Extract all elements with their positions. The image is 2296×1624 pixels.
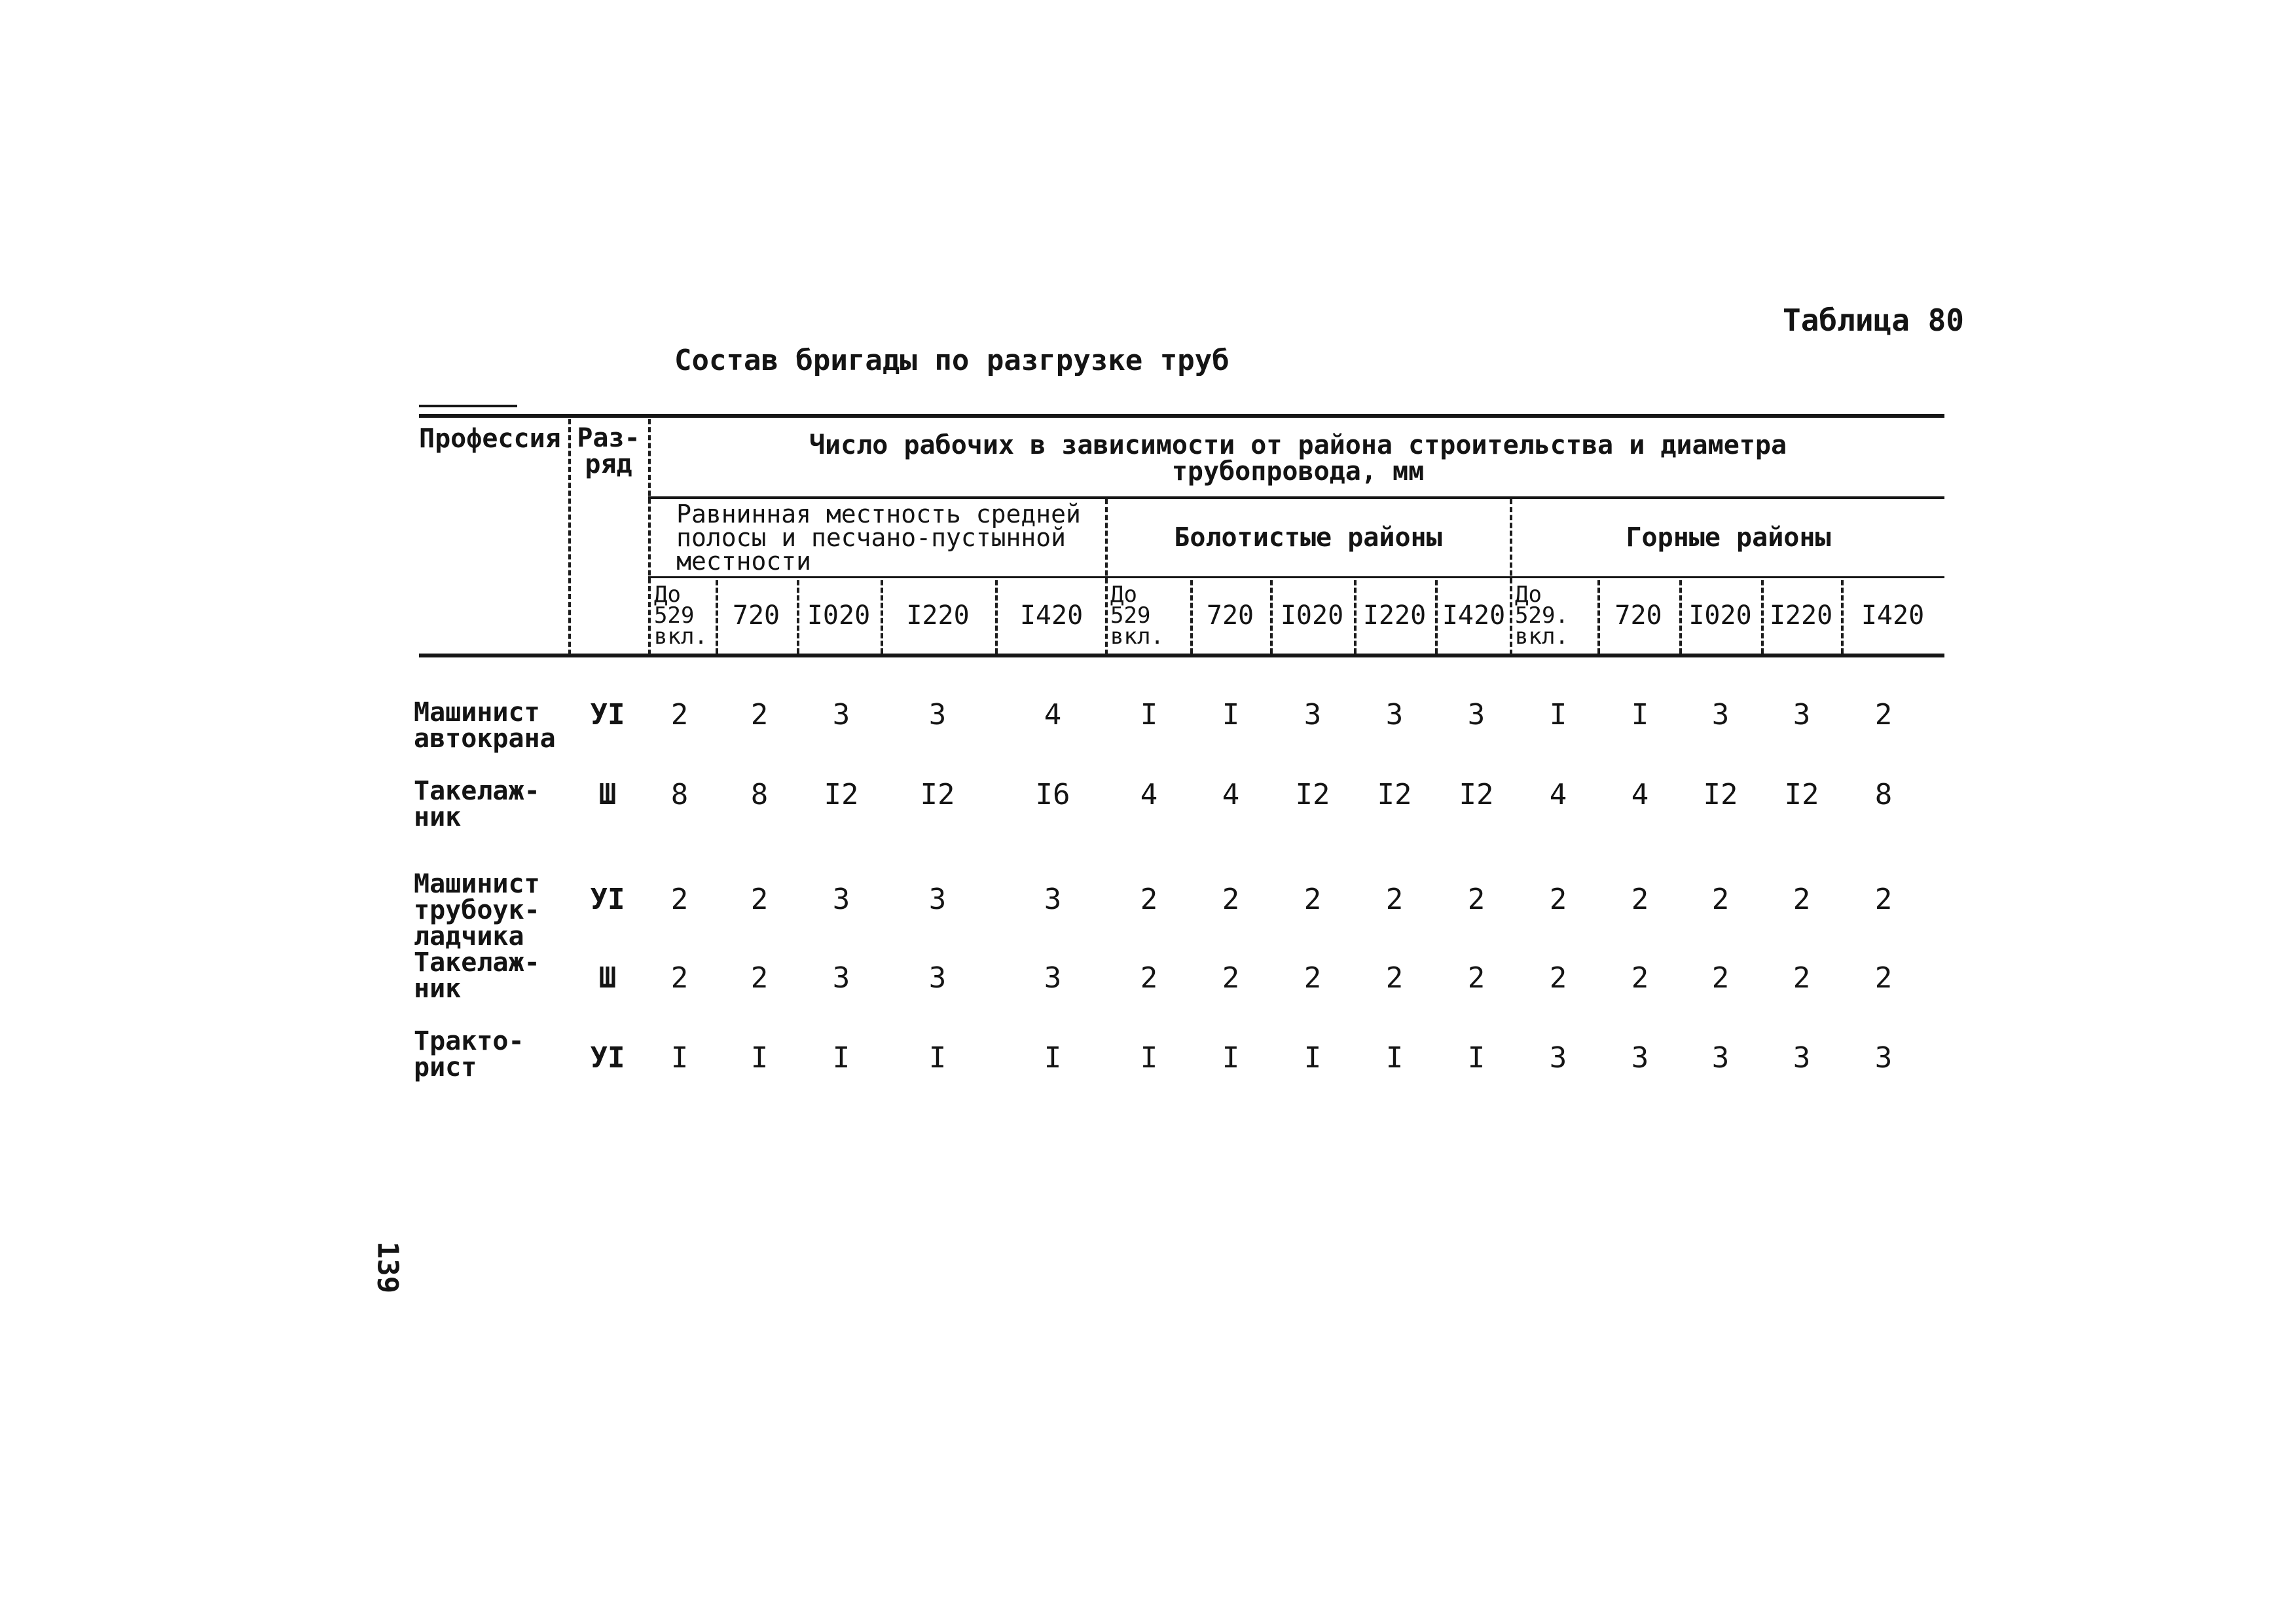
table-cell: 3: [1874, 1041, 1893, 1075]
table-cell: 4: [1222, 778, 1240, 811]
table-cell: 3: [832, 961, 850, 995]
row-profession: Такелаж- ник: [414, 948, 540, 1004]
table-cell: 2: [750, 883, 769, 916]
table-cell: 2: [1549, 883, 1567, 916]
table-cell: 8: [750, 778, 769, 811]
table-cell: 4: [1140, 778, 1158, 811]
table-cell: 3: [1044, 961, 1062, 995]
table-cell: 2: [1303, 961, 1322, 995]
row-profession: Машинист трубоук- ладчика: [414, 869, 540, 951]
table-cell: I2: [1703, 778, 1738, 811]
table-cell: I2: [1377, 778, 1412, 811]
table-cell: 3: [928, 961, 947, 995]
header-diameter-10: I420: [1442, 600, 1506, 631]
table-cell: I: [832, 1041, 850, 1075]
table-cell: 4: [1044, 698, 1062, 731]
table-cell: 2: [1874, 698, 1893, 731]
table-cell: 2: [1303, 883, 1322, 916]
table-cell: 2: [670, 698, 689, 731]
table-cell: 2: [750, 698, 769, 731]
table-cell: 2: [1385, 883, 1404, 916]
table-cell: 3: [832, 698, 850, 731]
row-rank: УI: [590, 1041, 625, 1075]
table-cell: 3: [1549, 1041, 1567, 1075]
table-cell: I: [1631, 698, 1649, 731]
header-diameter-2: 720: [732, 600, 780, 631]
table-cell: 3: [1711, 1041, 1730, 1075]
table-cell: I: [1140, 1041, 1158, 1075]
table-cell: I: [1140, 698, 1158, 731]
header-diameter-11: До 529. вкл.: [1515, 581, 1569, 650]
table-cell: I: [928, 1041, 947, 1075]
table-cell: 2: [1467, 961, 1485, 995]
rule-under-regions: [648, 576, 1944, 578]
table-cell: I: [750, 1041, 769, 1075]
table-cell: 2: [1222, 883, 1240, 916]
table-cell: 2: [1874, 883, 1893, 916]
rule-under-caption: [648, 496, 1944, 499]
table-cell: I2: [1295, 778, 1330, 811]
header-diameter-5: I420: [1019, 600, 1084, 631]
table-cell: I2: [920, 778, 955, 811]
header-diameter-4: I220: [906, 600, 970, 631]
header-diameter-12: 720: [1614, 600, 1662, 631]
row-rank: Ш: [598, 961, 617, 995]
rule-top: [419, 414, 1944, 418]
table-cell: I2: [824, 778, 859, 811]
table-cell: 3: [1793, 698, 1811, 731]
page-number: 139: [371, 1241, 405, 1294]
header-workers-caption: Число рабочих в зависимости от района строительства и диаметра трубопровода, мм: [809, 430, 1787, 487]
row-rank: Ш: [598, 778, 617, 811]
header-region-plain: Равнинная местность средней полосы и песчано-пустынной местности: [676, 499, 1081, 576]
table-cell: 3: [1303, 698, 1322, 731]
table-cell: 2: [1793, 883, 1811, 916]
table-cell: 3: [1793, 1041, 1811, 1075]
table-cell: 3: [928, 698, 947, 731]
table-cell: I: [1385, 1041, 1404, 1075]
table-cell: I: [670, 1041, 689, 1075]
table-title: Состав бригады по разгрузке труб: [674, 344, 1230, 377]
row-profession: Машинист автокрана: [414, 697, 556, 754]
table-cell: 3: [1631, 1041, 1649, 1075]
divider-rank-workers: [648, 419, 651, 655]
table-cell: I: [1467, 1041, 1485, 1075]
table-cell: 2: [670, 883, 689, 916]
header-diameter-14: I220: [1769, 600, 1833, 631]
table-cell: I: [1044, 1041, 1062, 1075]
header-diameter-1: До 529 вкл.: [654, 581, 708, 650]
header-diameter-13: I020: [1688, 600, 1752, 631]
table-label: Таблица 80: [1783, 303, 1964, 338]
table-cell: 2: [1140, 883, 1158, 916]
header-diameter-3: I020: [807, 600, 871, 631]
header-diameter-9: I220: [1362, 600, 1427, 631]
table-cell: 2: [750, 961, 769, 995]
row-rank: УI: [590, 698, 625, 731]
table-cell: 2: [1711, 883, 1730, 916]
table-cell: I: [1222, 698, 1240, 731]
header-diameter-7: 720: [1206, 600, 1254, 631]
table-cell: 8: [1874, 778, 1893, 811]
table-cell: 2: [1467, 883, 1485, 916]
rule-profession-mark: [419, 405, 517, 407]
table-cell: I: [1549, 698, 1567, 731]
table-cell: 3: [1467, 698, 1485, 731]
table-cell: 2: [1793, 961, 1811, 995]
header-rank: Раз- ряд: [577, 423, 640, 479]
table-cell: 2: [1631, 961, 1649, 995]
table-cell: 3: [1385, 698, 1404, 731]
table-cell: I2: [1459, 778, 1494, 811]
table-cell: 2: [1385, 961, 1404, 995]
header-region-swamp: Болотистые районы: [1174, 523, 1442, 553]
header-diameter-15: I420: [1861, 600, 1925, 631]
header-region-mountain: Горные районы: [1626, 523, 1831, 553]
table-cell: 2: [1631, 883, 1649, 916]
row-rank: УI: [590, 883, 625, 916]
table-cell: I: [1303, 1041, 1322, 1075]
table-cell: 2: [1549, 961, 1567, 995]
table-cell: 3: [928, 883, 947, 916]
header-profession: Профессия: [419, 424, 561, 454]
table-cell: 2: [1222, 961, 1240, 995]
table-cell: I6: [1035, 778, 1070, 811]
row-profession: Тракто- рист: [414, 1026, 524, 1082]
header-diameter-8: I020: [1280, 600, 1344, 631]
table-cell: 2: [670, 961, 689, 995]
table-cell: I: [1222, 1041, 1240, 1075]
table-cell: I2: [1784, 778, 1819, 811]
table-cell: 2: [1140, 961, 1158, 995]
table-cell: 8: [670, 778, 689, 811]
table-cell: 3: [1044, 883, 1062, 916]
table-cell: 3: [1711, 698, 1730, 731]
table-cell: 3: [832, 883, 850, 916]
table-cell: 2: [1874, 961, 1893, 995]
table-cell: 4: [1631, 778, 1649, 811]
header-diameter-6: До 529 вкл.: [1110, 581, 1164, 650]
table-cell: 4: [1549, 778, 1567, 811]
table-cell: 2: [1711, 961, 1730, 995]
row-profession: Такелаж- ник: [414, 776, 540, 832]
